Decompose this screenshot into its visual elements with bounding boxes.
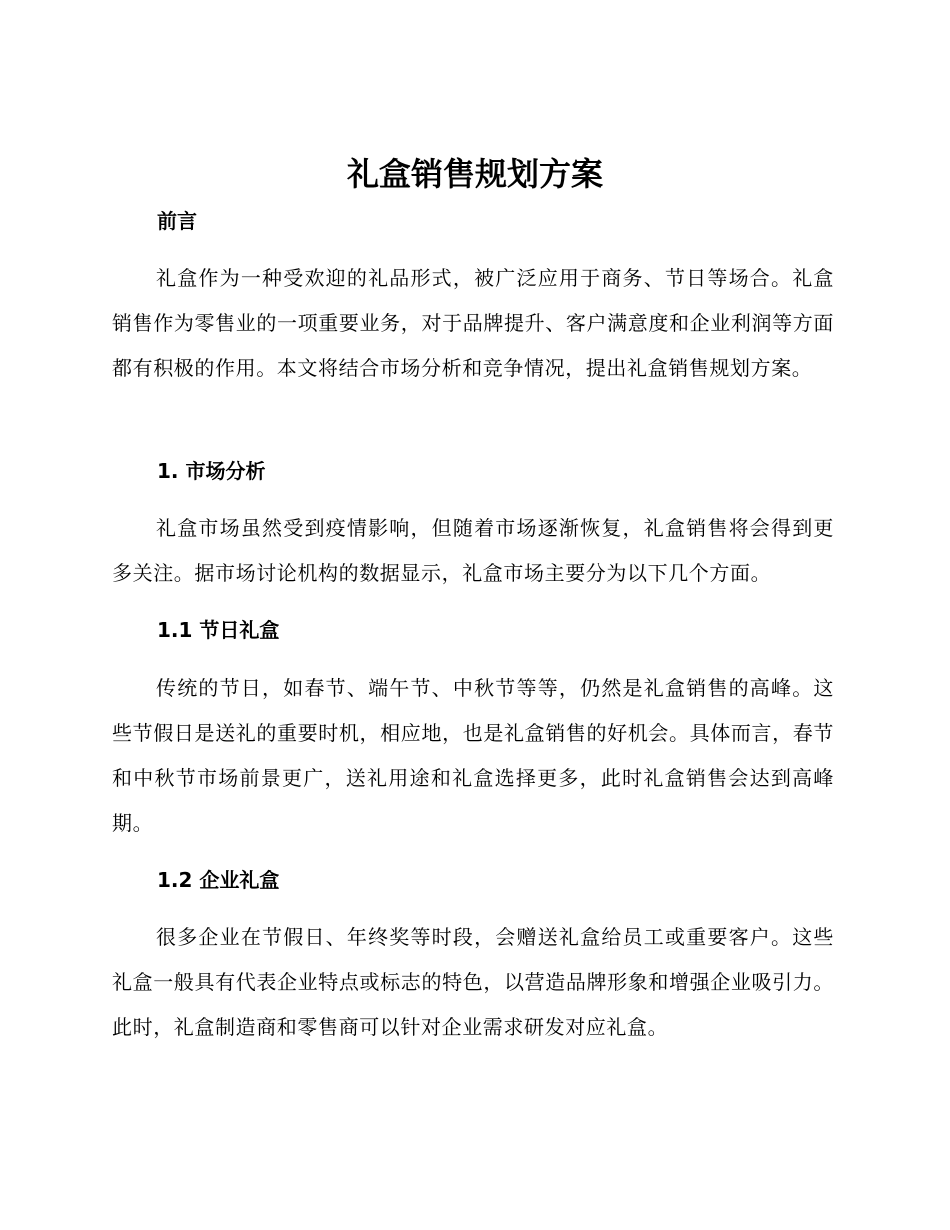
section-paragraph-preface: 礼盒作为一种受欢迎的礼品形式，被广泛应用于商务、节日等场合。礼盒销售作为零售业的一项重要业务，对于品牌提升、客户满意度和企业利润等方面都有积极的作用。本文将结合市场分析和竞争情况，提出礼盒销售规划方案。 <box>112 266 834 380</box>
document-title: 礼盒销售规划方案 <box>346 155 603 193</box>
section-paragraph-market-analysis: 礼盒市场虽然受到疫情影响，但随着市场逐渐恢复，礼盒销售将会得到更多关注。据市场讨论机构的数据显示，礼盒市场主要分为以下几个方面。 <box>112 516 834 585</box>
section-heading-holiday-giftbox: 1.1 节日礼盒 <box>157 618 280 642</box>
section-heading-preface: 前言 <box>157 209 197 233</box>
section-paragraph-holiday-giftbox: 传统的节日，如春节、端午节、中秋节等等，仍然是礼盒销售的高峰。这些节假日是送礼的重要时机，相应地，也是礼盒销售的好机会。具体而言，春节和中秋节市场前景更广，送礼用途和礼盒选择更多，此时礼盒销售会达到高峰期。 <box>112 676 834 835</box>
section-paragraph-corporate-giftbox: 很多企业在节假日、年终奖等时段，会赠送礼盒给员工或重要客户。这些礼盒一般具有代表企业特点或标志的特色，以营造品牌形象和增强企业吸引力。此时，礼盒制造商和零售商可以针对企业需求研发对应礼盒。 <box>112 925 834 1039</box>
section-heading-corporate-giftbox: 1.2 企业礼盒 <box>157 868 280 892</box>
section-heading-market-analysis: 1. 市场分析 <box>157 459 266 483</box>
